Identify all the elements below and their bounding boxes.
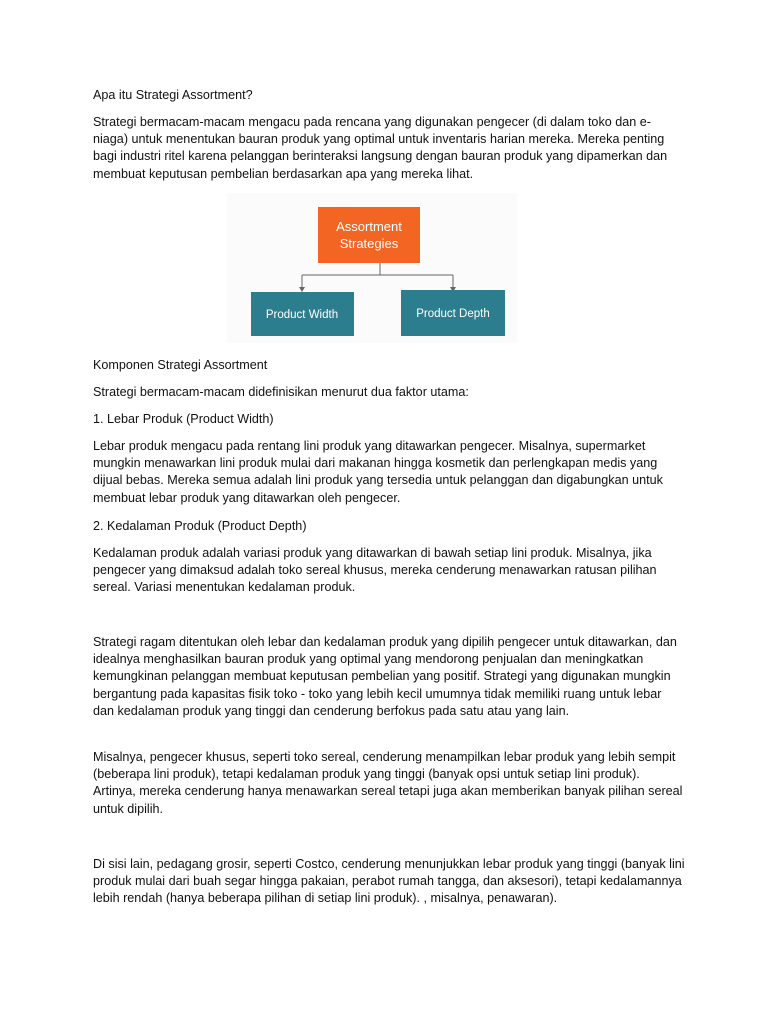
right-child-label: Product Depth <box>416 308 490 320</box>
components-intro: Strategi bermacam-macam didefinisikan menurut dua faktor utama: <box>93 385 469 399</box>
heading-product-depth: 2. Kedalaman Produk (Product Depth) <box>93 519 307 533</box>
heading-components: Komponen Strategi Assortment <box>93 358 268 372</box>
assortment-diagram <box>227 193 517 343</box>
assortment-diagram-svg <box>227 193 517 343</box>
strategy-paragraph: Strategi ragam ditentukan oleh lebar dan kedalaman produk yang dipilih pengecer untuk ditawarkan, dan idealnya menghasilkan bauran produk yang optimal yang mendorong penjualan dan meningkatkan kemungkinan pelanggan membuat keputusan pembelian yang positif. Strategi yang digunakan mungkin bergantung pada kapasitas fisik toko - toko yang lebih kecil umumnya tidak memiliki ruang untuk lebar dan kedalaman produk yang tinggi dan cenderung berfokus pada satu atau yang lain. <box>93 635 677 718</box>
arrow-left <box>299 287 305 292</box>
root-node-label-1: Assortment <box>336 219 402 234</box>
left-child-label: Product Width <box>265 309 339 321</box>
heading-what-is-assortment: Apa itu Strategi Assortment? <box>93 88 253 102</box>
product-width-paragraph: Lebar produk mengacu pada rentang lini produk yang ditawarkan pengecer. Misalnya, supermarket mungkin menawarkan lini produk mulai dari makanan hingga kosmetik dan perlengkapan medis yang dijual bebas. Mereka semua adalah lini produk yang tersedia untuk pelanggan dan digabungkan untuk membuat lebar produk yang ditawarkan oleh pengecer. <box>93 439 663 505</box>
intro-paragraph: Strategi bermacam-macam mengacu pada rencana yang digunakan pengecer (di dalam toko dan e-niaga) untuk menentukan bauran produk yang optimal untuk inventaris harian mereka. Mereka penting bagi industri ritel karena pelanggan berinteraksi langsung dengan bauran produk yang dipamerkan dan membuat keputusan pembelian berdasarkan apa yang mereka lihat. <box>93 115 668 181</box>
root-node-label-2: Strategies <box>339 236 399 251</box>
root-node <box>318 207 420 263</box>
heading-product-width: 1. Lebar Produk (Product Width) <box>93 412 274 426</box>
product-depth-paragraph: Kedalaman produk adalah variasi produk yang ditawarkan di bawah setiap lini produk. Misalnya, jika pengecer yang dimaksud adalah toko sereal khusus, mereka cenderung menawarkan ratusan pilihan sereal. Variasi menentukan kedalaman produk. <box>93 546 657 595</box>
specialty-retailer-paragraph: Misalnya, pengecer khusus, seperti toko sereal, cenderung menampilkan lebar produk yang lebih sempit (beberapa lini produk), tetapi kedalaman produk yang tinggi (banyak opsi untuk setiap lini produk). Artinya, mereka cenderung hanya menawarkan sereal tetapi juga akan memberikan banyak pilihan sereal untuk dipilih. <box>93 750 683 816</box>
wholesaler-paragraph: Di sisi lain, pedagang grosir, seperti Costco, cenderung menunjukkan lebar produk yang tinggi (banyak lini produk mulai dari buah segar hingga pakaian, perabot rumah tangga, dan aksesori), tetapi kedalamannya lebih rendah (hanya beberapa pilihan di setiap lini produk). , misalnya, penawaran). <box>93 857 685 906</box>
